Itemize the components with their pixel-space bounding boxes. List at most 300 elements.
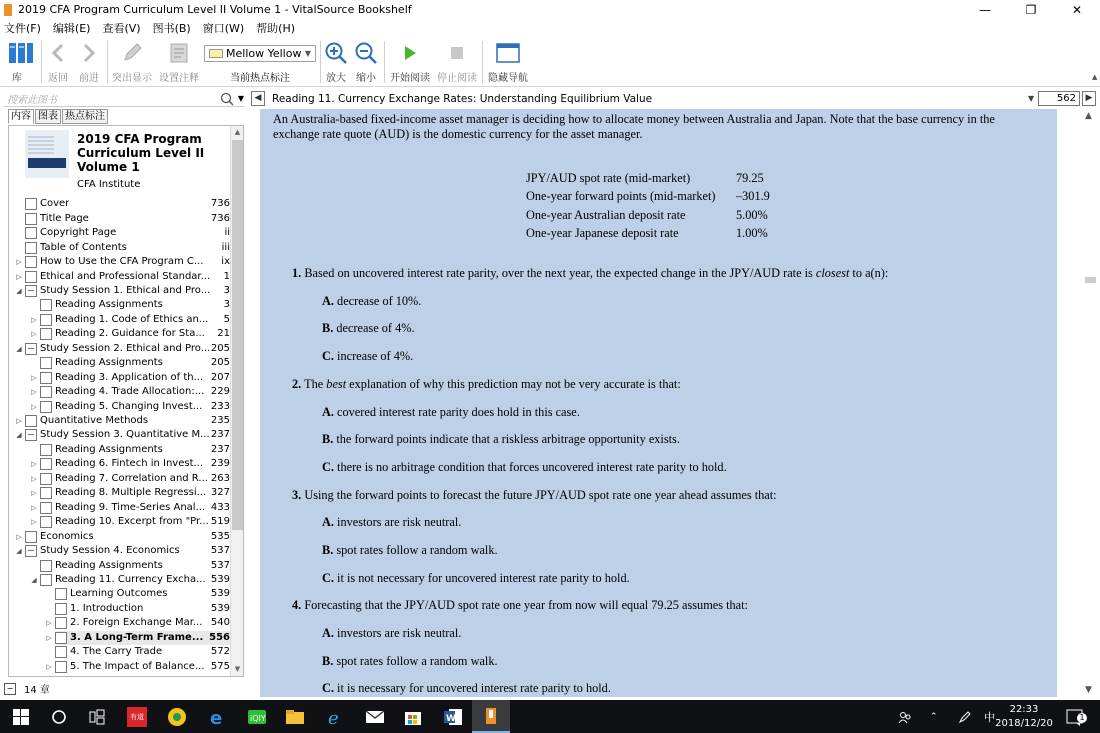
taskbar-app-youdao[interactable]: [118, 700, 156, 733]
toc-item-page: 556: [209, 631, 230, 643]
toc-item-label: Reading 10. Excerpt from "Pr...: [55, 516, 209, 528]
toc-item-label: Cover: [40, 198, 70, 210]
toc-item-label: Study Session 1. Ethical and Pro...: [40, 284, 211, 296]
content-scrollbar[interactable]: [1082, 109, 1099, 697]
toc-item-label: Reading 1. Code of Ethics an...: [55, 313, 209, 325]
toc-item[interactable]: [30, 515, 230, 530]
page-icon: [25, 271, 37, 283]
page-icon: [55, 603, 67, 615]
scroll-down-icon[interactable]: ▼: [234, 665, 241, 673]
expand-arrow-icon[interactable]: ▷: [16, 417, 22, 425]
task-view-icon: [89, 709, 105, 725]
forward-label: 前进: [79, 73, 99, 84]
toc-item-page: 3: [223, 284, 230, 296]
hide-nav-label: 隐藏导航: [488, 73, 528, 84]
iqiyi-icon: [247, 707, 267, 727]
library-label: 库: [12, 73, 22, 84]
expand-arrow-icon[interactable]: ▷: [16, 532, 22, 541]
library-icon: [4, 37, 38, 69]
toc-item[interactable]: [15, 529, 230, 544]
toc-item-page: 237: [210, 443, 230, 455]
toc-item-label: How to Use the CFA Program C...: [40, 256, 204, 268]
toc-item[interactable]: [45, 659, 230, 674]
expand-arrow-icon[interactable]: ▷: [31, 388, 37, 397]
toc-item-label: 4. The Carry Trade: [70, 646, 163, 658]
toc-item-label: Reading Assignments: [55, 443, 163, 455]
toc-item-page: 205: [210, 357, 230, 369]
expand-arrow-icon[interactable]: ▷: [31, 503, 37, 512]
taskbar-app-word[interactable]: [434, 700, 472, 733]
expand-arrow-icon[interactable]: ▷: [46, 619, 52, 628]
scroll-up-icon[interactable]: ▲: [1085, 111, 1092, 121]
toc-item-page: 572: [210, 646, 230, 658]
page-icon: [40, 502, 52, 514]
page-icon: [40, 328, 52, 340]
toc-item[interactable]: [15, 428, 230, 443]
pencil-icon: [110, 37, 154, 69]
people-icon[interactable]: [898, 700, 912, 733]
page-icon: [25, 213, 37, 225]
toc-item-page: 229: [210, 386, 230, 398]
expand-arrow-icon[interactable]: ▷: [31, 315, 37, 324]
expand-arrow-icon[interactable]: ▷: [31, 489, 37, 498]
menu-file[interactable]: 文件(F): [4, 22, 41, 35]
toc-item[interactable]: [30, 370, 230, 385]
page-icon: [40, 401, 52, 413]
set-note-label: 设置注释: [159, 73, 199, 84]
clock[interactable]: [990, 703, 1058, 731]
rate-value: –301.9: [736, 189, 770, 204]
taskbar-app-iqiyi[interactable]: [238, 700, 276, 733]
toc-item-label: Quantitative Methods: [40, 415, 149, 426]
window-panel-icon: [486, 37, 530, 69]
highlight-button[interactable]: [110, 37, 154, 87]
taskbar-app-ie[interactable]: [316, 700, 354, 733]
page-icon: [40, 314, 52, 326]
table-row: [526, 206, 796, 225]
taskbar-app-explorer[interactable]: [276, 700, 314, 733]
toc-item[interactable]: [30, 472, 230, 487]
section-icon: [25, 343, 37, 355]
notification-count: 1: [1077, 713, 1087, 723]
zoom-out-icon: [353, 37, 379, 69]
toc-item[interactable]: [30, 385, 230, 400]
menu-help[interactable]: 帮助(H): [256, 22, 296, 35]
note-icon: [157, 37, 201, 69]
chapter-count: [4, 681, 50, 696]
toc-item-label: Reading Assignments: [55, 299, 163, 311]
zoom-in-button[interactable]: [323, 37, 349, 87]
collapse-arrow-icon[interactable]: ◢: [16, 547, 22, 556]
answer-4b: B. spot rates follow a random walk.: [322, 654, 498, 668]
toc-item-label: Reading Assignments: [55, 357, 163, 369]
collapse-arrow-icon[interactable]: ◢: [31, 575, 37, 584]
page-icon: [55, 646, 67, 658]
notification-button[interactable]: [1066, 700, 1084, 733]
page-icon: [25, 227, 37, 239]
page-icon: [40, 574, 52, 586]
start-button[interactable]: [2, 700, 40, 733]
intro-text: An Australia-based fixed-income asset manager is deciding how to allocate money between Australia and Japan. Note that the base currency in the exchange rate quote (AUD) is the domestic currency for the asset manager.: [273, 112, 995, 141]
section-icon: [25, 285, 37, 297]
toc-item-page: 237: [210, 429, 230, 441]
rates-table: [526, 169, 796, 243]
expand-arrow-icon[interactable]: ▷: [31, 518, 37, 527]
toc-item-page: 263: [210, 472, 230, 484]
highlight-color-value: Mellow Yellow: [226, 47, 302, 60]
toc-item-label: Copyright Page: [40, 227, 117, 239]
toolbar-overflow-icon[interactable]: ▲: [1092, 73, 1098, 81]
answer-2c: C. there is no arbitrage condition that forces uncovered interest rate parity to hold.: [322, 460, 727, 474]
set-note-button[interactable]: [157, 37, 201, 87]
back-arrow-icon: [44, 37, 72, 69]
current-highlight-label: 当前热点标注: [230, 73, 290, 84]
search-box[interactable]: [4, 91, 244, 107]
taskbar-app-edge[interactable]: [198, 700, 236, 733]
zoom-out-button[interactable]: [353, 37, 379, 87]
answer-3c: C. it is not necessary for uncovered interest rate parity to hold.: [322, 571, 630, 585]
page-icon: [40, 516, 52, 528]
forward-button[interactable]: [75, 37, 103, 87]
tab-highlights[interactable]: 热点标注: [62, 109, 108, 124]
start-reading-button[interactable]: [388, 37, 432, 87]
clock-date: 2018/12/20: [995, 718, 1053, 729]
task-view-button[interactable]: [78, 700, 116, 733]
toc-item[interactable]: [15, 255, 230, 270]
toc-item[interactable]: [30, 399, 230, 414]
toc-item-page: 327: [210, 487, 230, 499]
book-page: [260, 109, 1057, 697]
answer-4c: C. it is necessary for uncovered interest rate parity to hold.: [322, 681, 611, 695]
edge-icon: [207, 707, 227, 727]
collapse-icon[interactable]: −: [4, 683, 16, 695]
page-icon: [55, 588, 67, 600]
toc-item[interactable]: [30, 313, 230, 328]
collapse-arrow-icon[interactable]: ◢: [16, 286, 22, 295]
toc-item-page: 537: [210, 559, 230, 571]
question-1: 1. Based on uncovered interest rate parity, over the next year, the expected change in the JPY/AUD rate is closest to a(n):: [292, 266, 889, 280]
question-3: 3. Using the forward points to forecast the future JPY/AUD spot rate one year ahead assumes that:: [292, 488, 777, 502]
toc-item-page: 239: [210, 458, 230, 470]
page-icon: [25, 242, 37, 254]
highlight-label: 突出显示: [112, 73, 152, 84]
restore-button[interactable]: ❐: [1025, 2, 1037, 17]
tray-expand-icon[interactable]: ⌃: [930, 711, 938, 722]
expand-arrow-icon[interactable]: ▷: [31, 474, 37, 483]
answer-3a: A. investors are risk neutral.: [322, 515, 462, 529]
chevron-down-icon[interactable]: ▼: [1028, 94, 1035, 103]
page-icon: [25, 531, 37, 543]
toc-item-label: 3. A Long-Term Frame...: [70, 631, 204, 643]
page-icon: [40, 372, 52, 384]
answer-1a: A. decrease of 10%.: [322, 294, 422, 308]
toc-scrollbar[interactable]: [230, 126, 243, 676]
yellow-swatch-icon: [209, 49, 223, 58]
toc-item[interactable]: [45, 645, 230, 660]
toc-item[interactable]: [15, 544, 230, 559]
rate-label: JPY/AUD spot rate (mid-market): [526, 170, 691, 185]
toc-item[interactable]: [30, 573, 230, 588]
expand-arrow-icon[interactable]: ▷: [31, 373, 37, 382]
page-icon: [40, 357, 52, 369]
svg-text:e: e: [328, 707, 339, 727]
toc-item[interactable]: [45, 602, 230, 617]
toc-item-label: Ethical and Professional Standar...: [40, 270, 211, 282]
folder-icon: [285, 708, 305, 726]
toc-item-label: Reading 9. Time-Series Anal...: [55, 501, 206, 513]
answer-4a: A. investors are risk neutral.: [322, 626, 462, 640]
forward-arrow-icon: [75, 37, 103, 69]
rate-value: 1.00%: [736, 226, 768, 241]
question-2: 2. The best explanation of why this prediction may not be very accurate is that:: [292, 377, 681, 391]
page-icon: [40, 458, 52, 470]
browser-icon: [167, 707, 187, 727]
rate-label: One-year forward points (mid-market): [526, 189, 716, 204]
page-icon: [25, 256, 37, 268]
toolbar: [0, 37, 1100, 87]
book-cover-image: [25, 130, 69, 178]
table-row: [526, 169, 796, 188]
page-icon: [55, 617, 67, 629]
toc-item-page: 1: [223, 270, 230, 282]
hide-nav-button[interactable]: [486, 37, 530, 87]
toc-item[interactable]: [15, 414, 230, 429]
toc-item-label: Economics: [40, 530, 94, 542]
page-icon: [40, 386, 52, 398]
toc-item[interactable]: [30, 558, 230, 573]
expand-arrow-icon[interactable]: ▷: [31, 330, 37, 339]
page-icon: [25, 198, 37, 210]
toc-item-page: 736: [210, 212, 230, 224]
expand-arrow-icon[interactable]: ▷: [46, 633, 52, 642]
menu-view[interactable]: 查看(V): [102, 22, 141, 35]
toc-item[interactable]: [15, 197, 230, 212]
search-input[interactable]: 搜索此图书: [7, 95, 57, 106]
toc-item[interactable]: [15, 342, 230, 357]
windows-icon: [13, 709, 29, 725]
menu-bar: [0, 19, 1100, 37]
scroll-up-icon[interactable]: ▲: [234, 128, 241, 136]
stop-icon: [435, 37, 479, 69]
taskbar-app-mail[interactable]: [356, 700, 394, 733]
word-icon: [443, 707, 463, 727]
toc-item-label: Learning Outcomes: [70, 588, 168, 600]
scroll-thumb[interactable]: [1085, 277, 1096, 283]
ime-indicator[interactable]: 中: [984, 710, 995, 724]
book-header: [25, 130, 230, 192]
rate-value: 79.25: [736, 170, 764, 185]
toc-item-page: 519: [210, 516, 230, 528]
cortana-icon: [51, 709, 67, 725]
taskbar-app-vitalsource[interactable]: [472, 700, 510, 733]
youdao-icon: 有道: [127, 707, 147, 727]
page-icon: [25, 415, 37, 427]
taskbar-app-store[interactable]: [394, 700, 432, 733]
toc-item[interactable]: [30, 298, 230, 313]
toc-item[interactable]: [15, 211, 230, 226]
tab-figures[interactable]: 图表: [35, 109, 61, 124]
toc-item-label: Reading 4. Trade Allocation:...: [55, 386, 205, 398]
next-page-button[interactable]: ▶: [1082, 91, 1096, 106]
toc-item[interactable]: [30, 443, 230, 458]
navigation-panel: [0, 90, 246, 698]
taskbar-app-browser[interactable]: [158, 700, 196, 733]
answer-3b: B. spot rates follow a random walk.: [322, 543, 498, 557]
chevron-down-icon: ▼: [304, 49, 311, 58]
play-icon: [388, 37, 432, 69]
expand-arrow-icon[interactable]: ▷: [31, 402, 37, 411]
toc-item[interactable]: [15, 240, 230, 255]
toc-item[interactable]: [15, 269, 230, 284]
answer-2b: B. the forward points indicate that a riskless arbitrage opportunity exists.: [322, 432, 680, 446]
toc-item-page: 207: [210, 371, 230, 383]
expand-arrow-icon[interactable]: ▷: [31, 460, 37, 469]
toc-item-label: Reading 11. Currency Excha...: [55, 573, 206, 585]
rate-label: One-year Australian deposit rate: [526, 207, 686, 222]
page-icon: [40, 299, 52, 311]
tab-contents[interactable]: 内容: [8, 109, 34, 124]
expand-arrow-icon[interactable]: ▷: [46, 662, 52, 671]
store-icon: [403, 707, 423, 727]
toc-item-page: 433: [210, 501, 230, 513]
toc-item-label: Study Session 4. Economics: [40, 545, 180, 557]
toc-item-page: 205: [210, 342, 230, 354]
pen-icon[interactable]: [958, 700, 972, 733]
reading-title-select[interactable]: Reading 11. Currency Exchange Rates: Understanding Equilibrium Value: [272, 92, 653, 105]
close-button[interactable]: ✕: [1071, 2, 1083, 17]
title-bar: [0, 0, 1100, 19]
toc-item[interactable]: [30, 327, 230, 342]
toc-item-page: 539: [210, 602, 230, 614]
toc-item-label: Study Session 2. Ethical and Pro...: [40, 342, 211, 354]
chapter-count-label: 14 章: [24, 685, 50, 696]
expand-arrow-icon[interactable]: ▷: [16, 258, 22, 267]
section-icon: [25, 545, 37, 557]
toc-item[interactable]: [45, 631, 230, 646]
toc-item-label: Reading 6. Fintech in Invest...: [55, 458, 204, 470]
toc-item-page: ix: [221, 256, 230, 268]
svg-text:W: W: [446, 713, 456, 724]
reader-header: [248, 90, 1100, 107]
toc-item[interactable]: [45, 587, 230, 602]
toc-item-page: ii: [224, 227, 230, 239]
toc-item-label: 5. The Impact of Balance...: [70, 660, 205, 672]
collapse-arrow-icon[interactable]: ◢: [16, 431, 22, 440]
toc-item-page: 3: [223, 299, 230, 311]
table-row: [526, 225, 796, 244]
page-icon: [55, 632, 67, 644]
toc-item-page: 235: [210, 415, 230, 426]
toc-item[interactable]: [30, 356, 230, 371]
expand-arrow-icon[interactable]: ▷: [16, 272, 22, 281]
toc-item[interactable]: [45, 616, 230, 631]
page-icon: [40, 473, 52, 485]
svg-text:iQIY: iQIY: [250, 713, 266, 723]
toc-item-label: Title Page: [40, 212, 89, 224]
toc-item[interactable]: [15, 226, 230, 241]
rate-label: One-year Japanese deposit rate: [526, 226, 679, 241]
section-icon: [25, 429, 37, 441]
toc-item-page: iii: [221, 241, 230, 253]
page-icon: [40, 444, 52, 456]
app-icon: [4, 4, 12, 16]
collapse-arrow-icon[interactable]: ◢: [16, 344, 22, 353]
window-title: 2019 CFA Program Curriculum Level II Volume 1 - VitalSource Bookshelf: [18, 3, 412, 16]
answer-1c: C. increase of 4%.: [322, 349, 414, 363]
zoom-in-label: 放大: [326, 73, 346, 84]
minimize-button[interactable]: —: [979, 2, 991, 17]
table-of-contents: [8, 125, 244, 677]
taskbar: [0, 700, 1100, 733]
back-button[interactable]: [44, 37, 72, 87]
menu-book[interactable]: 图书(B): [152, 22, 191, 35]
search-icon[interactable]: [220, 92, 234, 106]
rate-value: 5.00%: [736, 207, 768, 222]
highlight-color-select[interactable]: [204, 45, 316, 62]
page-icon: [55, 661, 67, 673]
toc-item[interactable]: [30, 457, 230, 472]
mail-icon: [365, 709, 385, 725]
menu-window[interactable]: 窗口(W): [202, 22, 245, 35]
clock-time: 22:33: [1009, 704, 1039, 715]
toc-item-page: 736: [210, 198, 230, 210]
stop-reading-label: 停止阅读: [437, 73, 477, 84]
toc-item-page: 539: [210, 573, 230, 585]
table-row: [526, 188, 796, 207]
menu-edit[interactable]: 编辑(E): [52, 22, 91, 35]
toc-item-page: 539: [210, 588, 230, 600]
start-reading-label: 开始阅读: [390, 73, 430, 84]
toc-item-label: Table of Contents: [40, 241, 127, 253]
book-title: 2019 CFA Program Curriculum Level II Volume 1: [77, 132, 205, 174]
toc-item-label: 2. Foreign Exchange Mar...: [70, 617, 203, 629]
stop-reading-button[interactable]: [435, 37, 479, 87]
svg-text:e: e: [210, 707, 223, 727]
scroll-down-icon[interactable]: ▼: [1085, 685, 1092, 695]
search-options-icon[interactable]: ▼: [237, 94, 244, 103]
toc-item-label: Reading 2. Guidance for Sta...: [55, 328, 205, 340]
search-button[interactable]: [40, 700, 78, 733]
toc-item-page: 540: [210, 617, 230, 629]
vitalsource-icon: [483, 706, 499, 726]
question-4: 4. Forecasting that the JPY/AUD spot rate one year from now will equal 79.25 assumes that:: [292, 598, 748, 612]
book-author: CFA Institute: [77, 179, 141, 190]
toc-item-page: 537: [210, 545, 230, 557]
toc-item[interactable]: [30, 486, 230, 501]
answer-2a: A. covered interest rate parity does hold in this case.: [322, 405, 580, 419]
toc-item[interactable]: [15, 284, 230, 299]
toc-item-label: Reading 8. Multiple Regressi...: [55, 487, 207, 499]
toc-item-page: 21: [217, 328, 230, 340]
toc-item-page: 5: [223, 313, 230, 325]
zoom-out-label: 缩小: [356, 73, 376, 84]
ie-icon: [325, 707, 345, 727]
page-icon: [40, 487, 52, 499]
page-number-input[interactable]: 562: [1038, 91, 1080, 106]
library-button[interactable]: [4, 37, 38, 87]
toc-item-page: 535: [210, 530, 230, 542]
toc-item-label: 1. Introduction: [70, 602, 144, 614]
back-label: 返回: [48, 73, 68, 84]
toc-item[interactable]: [30, 500, 230, 515]
nav-tabs: [8, 109, 109, 124]
toc-item-label: Reading 3. Application of th...: [55, 371, 204, 383]
prev-page-button[interactable]: ◀: [251, 91, 265, 106]
scroll-thumb[interactable]: [232, 140, 243, 530]
zoom-in-icon: [323, 37, 349, 69]
page-icon: [40, 560, 52, 572]
toc-item-label: Study Session 3. Quantitative M...: [40, 429, 210, 441]
